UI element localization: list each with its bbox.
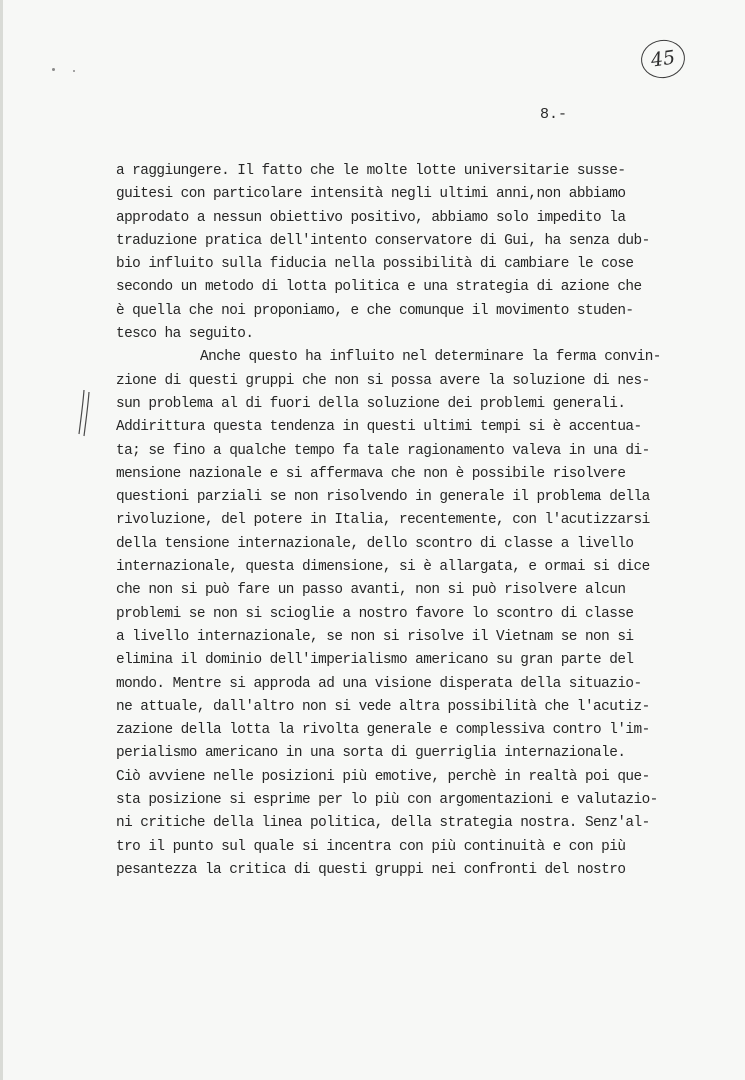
text-line: ta; se fino a qualche tempo fa tale ragionamento valeva in una di- bbox=[116, 442, 650, 459]
text-line: mensione nazionale e si affermava che non è possibile risolvere bbox=[116, 465, 626, 482]
text-line: problemi se non si scioglie a nostro favore lo scontro di classe bbox=[116, 605, 634, 622]
text-line: secondo un metodo di lotta politica e una strategia di azione che bbox=[116, 279, 642, 296]
text-line: traduzione pratica dell'intento conservatore di Gui, ha senza dub- bbox=[116, 232, 650, 249]
text-line: zione di questi gruppi che non si possa avere la soluzione di nes- bbox=[116, 372, 650, 389]
scan-speck bbox=[52, 68, 55, 71]
text-line: questioni parziali se non risolvendo in generale il problema della bbox=[116, 489, 650, 506]
text-line: Addirittura questa tendenza in questi ultimi tempi si è accentua- bbox=[116, 419, 642, 436]
scan-edge bbox=[0, 0, 3, 1080]
text-line: tro il punto sul quale si incentra con più continuità e con più bbox=[116, 838, 626, 855]
paragraph-start-line: Anche questo ha influito nel determinare la ferma convin- bbox=[200, 349, 661, 366]
text-line: pesantezza la critica di questi gruppi nei confronti del nostro bbox=[116, 861, 626, 878]
text-line: zazione della lotta la rivolta generale e complessiva contro l'im- bbox=[116, 722, 650, 739]
body-text bbox=[116, 160, 676, 882]
text-line: a raggiungere. Il fatto che le molte lotte universitarie susse- bbox=[116, 163, 626, 179]
text-line: è quella che noi proponiamo, e che comunque il movimento studen- bbox=[116, 302, 634, 319]
text-line: che non si può fare un passo avanti, non si può risolvere alcun bbox=[116, 582, 626, 599]
text-line: sun problema al di fuori della soluzione dei problemi generali. bbox=[116, 395, 626, 412]
text-line: tesco ha seguito. bbox=[116, 326, 254, 343]
text-line: ni critiche della linea politica, della strategia nostra. Senz'al- bbox=[116, 815, 650, 832]
text-line: elimina il dominio dell'imperialismo americano su gran parte del bbox=[116, 652, 634, 669]
text-line: ne attuale, dall'altro non si vede altra possibilità che l'acutiz- bbox=[116, 698, 650, 715]
text-line: guitesi con particolare intensità negli ultimi anni,non abbiamo bbox=[116, 186, 626, 203]
text-line: sta posizione si esprime per lo più con argomentazioni e valutazio- bbox=[116, 792, 658, 809]
text-line: della tensione internazionale, dello scontro di classe a livello bbox=[116, 535, 634, 552]
scan-speck bbox=[73, 70, 75, 72]
text-line: bio influito sulla fiducia nella possibilità di cambiare le cose bbox=[116, 256, 634, 273]
text-line: approdato a nessun obiettivo positivo, abbiamo solo impedito la bbox=[116, 209, 626, 226]
margin-mark bbox=[76, 388, 96, 438]
text-line: Ciò avviene nelle posizioni più emotive, perchè in realtà poi que- bbox=[116, 768, 650, 785]
page-number: 8.- bbox=[540, 106, 568, 123]
page-stamp: 45 bbox=[639, 37, 688, 81]
text-line: perialismo americano in una sorta di guerriglia internazionale. bbox=[116, 745, 626, 762]
text-line: internazionale, questa dimensione, si è allargata, e ormai si dice bbox=[116, 559, 650, 576]
text-line: rivoluzione, del potere in Italia, recentemente, con l'acutizzarsi bbox=[116, 512, 650, 529]
text-line: a livello internazionale, se non si risolve il Vietnam se non si bbox=[116, 628, 634, 645]
text-line: mondo. Mentre si approda ad una visione disperata della situazio- bbox=[116, 675, 642, 692]
